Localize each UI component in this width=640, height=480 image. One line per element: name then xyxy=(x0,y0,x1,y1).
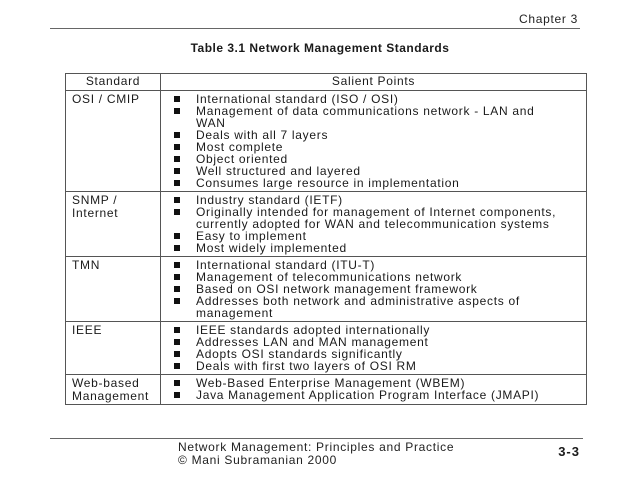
bullet-square-icon xyxy=(174,298,180,304)
bullet-point-text: International standard (ISO / OSI) xyxy=(196,92,399,106)
page-number: 3-3 xyxy=(558,444,580,459)
table-row xyxy=(66,375,587,405)
bullet-point-text: Industry standard (IETF) xyxy=(196,193,343,207)
bullet-square-icon xyxy=(174,96,180,102)
bullet-point-text: Adopts OSI standards significantly xyxy=(196,347,403,361)
bullet-point xyxy=(174,389,586,401)
bullet-point-text: Most complete xyxy=(196,140,284,154)
bullet-square-icon xyxy=(174,180,180,186)
footer-rule xyxy=(50,438,583,439)
bullet-point-text: Consumes large resource in implementation xyxy=(196,176,460,190)
table-row xyxy=(66,192,587,257)
bullet-point-text: Deals with all 7 layers xyxy=(196,128,329,142)
salient-points-cell xyxy=(161,192,587,257)
bullet-point-text: Easy to implement xyxy=(196,229,307,243)
bullet-square-icon xyxy=(174,286,180,292)
column-header-standard: Standard xyxy=(66,74,161,91)
bullet-point xyxy=(174,360,586,372)
standard-cell: IEEE xyxy=(66,322,161,375)
bullet-point-text: Management of telecommunications network xyxy=(196,270,463,284)
standards-table xyxy=(65,73,587,405)
bullet-point xyxy=(174,206,586,230)
header-rule xyxy=(50,28,580,29)
standard-cell: TMN xyxy=(66,257,161,322)
bullet-point-text: IEEE standards adopted internationally xyxy=(196,323,431,337)
bullet-point-text: Java Management Application Program Interface (JMAPI) xyxy=(196,388,540,402)
bullet-square-icon xyxy=(174,197,180,203)
bullet-square-icon xyxy=(174,274,180,280)
bullet-square-icon xyxy=(174,262,180,268)
bullet-point-text: Most widely implemented xyxy=(196,241,347,255)
bullet-square-icon xyxy=(174,156,180,162)
bullet-square-icon xyxy=(174,380,180,386)
salient-points-cell xyxy=(161,257,587,322)
salient-points-cell xyxy=(161,322,587,375)
salient-points-cell xyxy=(161,375,587,405)
standard-cell: Web-based Management xyxy=(66,375,161,405)
bullet-point-text: Deals with first two layers of OSI RM xyxy=(196,359,417,373)
bullet-square-icon xyxy=(174,327,180,333)
chapter-header-label: Chapter 3 xyxy=(519,12,578,26)
bullet-square-icon xyxy=(174,351,180,357)
table-title: Table 3.1 Network Management Standards xyxy=(190,41,450,55)
column-header-salient-points: Salient Points xyxy=(161,74,587,91)
bullet-point-text: Object oriented xyxy=(196,152,288,166)
bullet-point-text: Originally intended for management of Internet components, currently adopted for WAN and telecommunication systems xyxy=(196,205,557,231)
standard-cell: OSI / CMIP xyxy=(66,91,161,192)
bullet-square-icon xyxy=(174,168,180,174)
bullet-point-text: Well structured and layered xyxy=(196,164,361,178)
bullet-square-icon xyxy=(174,392,180,398)
salient-points-cell xyxy=(161,91,587,192)
standards-table-body xyxy=(66,91,587,405)
bullet-square-icon xyxy=(174,339,180,345)
bullet-point xyxy=(174,177,586,189)
standard-cell: SNMP / Internet xyxy=(66,192,161,257)
bullet-point-text: International standard (ITU-T) xyxy=(196,258,376,272)
bullet-point-text: Addresses LAN and MAN management xyxy=(196,335,429,349)
bullet-point-text: Addresses both network and administrative aspects of management xyxy=(196,294,520,320)
bullet-point-text: Web-Based Enterprise Management (WBEM) xyxy=(196,376,466,390)
bullet-point xyxy=(174,105,586,129)
table-header-row xyxy=(66,74,587,91)
table-row xyxy=(66,322,587,375)
bullet-square-icon xyxy=(174,363,180,369)
footer-copyright: © Mani Subramanian 2000 xyxy=(178,452,338,467)
bullet-point xyxy=(174,242,586,254)
footer-text xyxy=(178,441,454,466)
bullet-square-icon xyxy=(174,233,180,239)
bullet-point-text: Based on OSI network management framework xyxy=(196,282,478,296)
bullet-square-icon xyxy=(174,209,180,215)
bullet-point xyxy=(174,295,586,319)
bullet-square-icon xyxy=(174,144,180,150)
footer-book-title: Network Management: Principles and Practice xyxy=(178,440,455,454)
bullet-square-icon xyxy=(174,108,180,114)
bullet-square-icon xyxy=(174,132,180,138)
bullet-square-icon xyxy=(174,245,180,251)
table-row xyxy=(66,257,587,322)
bullet-point-text: Management of data communications network - LAN and WAN xyxy=(196,104,535,130)
table-row xyxy=(66,91,587,192)
standards-table-head xyxy=(66,74,587,91)
